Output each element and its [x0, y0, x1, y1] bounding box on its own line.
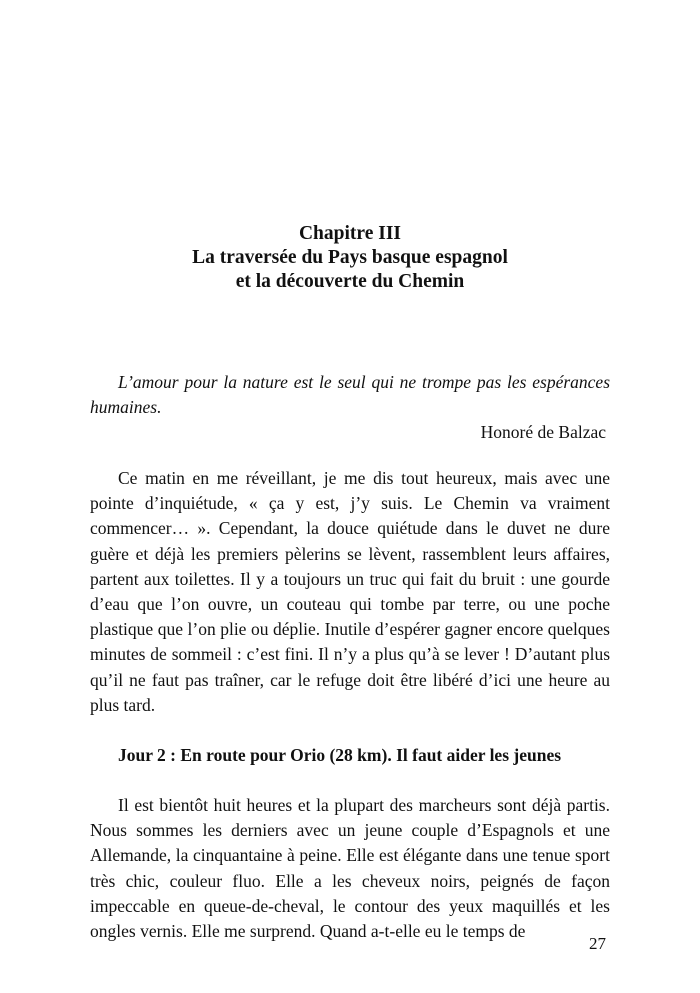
chapter-heading — [90, 222, 610, 294]
body-paragraph-1: Ce matin en me réveillant, je me dis tout heureux, mais avec une pointe d’inquiétude, « ça y est, j’y suis. Le Chemin va vraiment commencer… ». Cependant, la douce quiétude dans le duvet ne dure guère et déjà les premiers pèlerins se lèvent, rassemblent leurs affaires, partent aux toilettes. Il y a toujours un truc qui fait du bruit : une gourde d’eau que l’on ouvre, un couteau qui tombe par terre, ou une poche plastique que l’on plie ou déplie. Inutile d’espérer gagner encore quelques minutes de sommeil : c’est fini. Il n’y a plus qu’à se lever ! D’autant plus qu’il ne faut pas traîner, car le refuge doit être libéré d’ici une heure au plus tard. — [90, 468, 610, 715]
chapter-title-line-1: La traversée du Pays basque espagnol — [192, 247, 508, 268]
chapter-number: Chapitre III — [298, 223, 402, 244]
page-number: 27 — [589, 934, 606, 953]
epigraph-author: Honoré de Balzac — [480, 422, 606, 442]
chapter-title-line-2: et la découverte du Chemin — [235, 271, 465, 292]
epigraph-quote: L’amour pour la nature est le seul qui ne trompe pas les espérances humaines. — [90, 372, 610, 417]
body-paragraph-2: Il est bientôt huit heures et la plupart des marcheurs sont déjà partis. Nous sommes les derniers avec un jeune couple d’Espagnols et une Allemande, la cinquantaine à peine. Elle est élégante dans une tenue sport très chic, couleur fluo. Elle a les cheveux noirs, peignés de façon impeccable en queue-de-cheval, le contour des yeux maquillés et les ongles vernis. Elle me surprend. Quand a-t-elle eu le temps de — [90, 795, 610, 942]
section-heading: Jour 2 : En route pour Orio (28 km). Il faut aider les jeunes — [118, 745, 562, 765]
